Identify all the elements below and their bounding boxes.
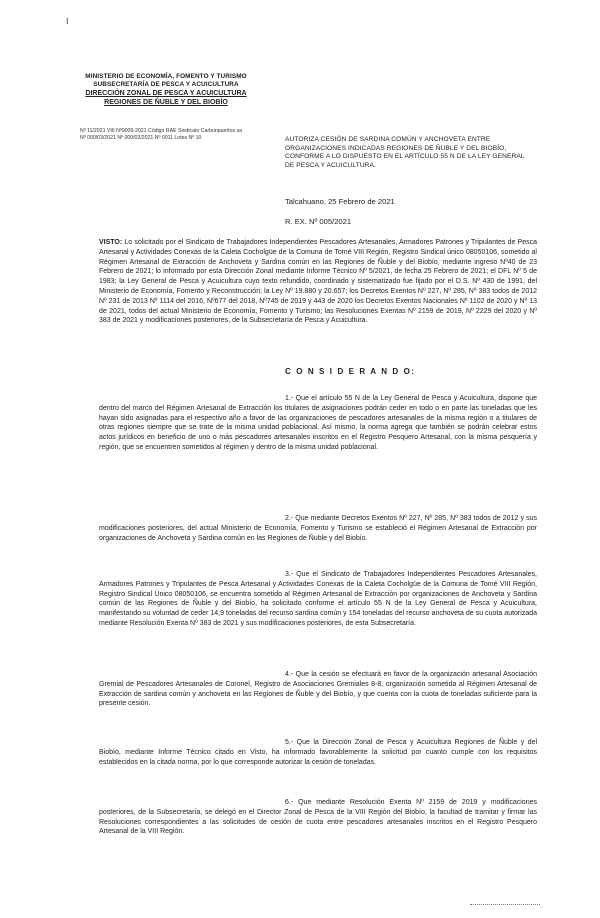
resolution-number: R. EX. Nº 005/2021 (285, 217, 352, 226)
considerando-point-1: 1.- Que el artículo 55 N de la Ley General de Pesca y Acuicultura, dispone que dentro del marco del Régimen Artesanal de Extracción los titulares de asignaciones podrán ceder en todo o en parte las toneladas que les hayan sido asignadas para el respectivo año a favor de las organizaciones de pescadores artesanales de la misma región o a titulares de otras regiones siempre que se trate de la misma unidad poblacional. Así mismo, la norma agrega que también se podrán celebrar estos actos jurídicos en beneficio de uno o más pescadores artesanales inscritos en el Registro Pesquero Artesanal, con la misma pesquería y región, que se encuentren sometidos al régimen y dentro de la misma unidad poblacional. (99, 395, 537, 451)
considerando-point-6: 6.- Que mediante Resolución Exenta Nº 2159 de 2019 y modificaciones posteriores, de la Subsecretaría, se delegó en el Director Zonal de Pesca de la VIII Región del Biobío, la facultad de tramitar y firmar las Resoluciones correspondientes a las solicitudes de cesión de cuota entre pescadores artesanales inscritos en el Registro Pesquero Artesanal de la VIII Región. (99, 799, 537, 836)
reference-lines (80, 128, 300, 141)
subsecretariat-line: SUBSECRETARÍA DE PESCA Y ACUICULTURA (93, 81, 239, 88)
directorate-line: DIRECCIÓN ZONAL DE PESCA Y ACUICULTURA (85, 90, 247, 97)
page-mark: I (66, 16, 69, 26)
reference-line-2: Nº 000/03/2021 Nº 000/03/2021 Nº 0011 Lotes Nº 10 (80, 134, 202, 141)
visto-paragraph (99, 238, 537, 326)
considerando-point-4: 4.- Que la cesión se efectuará en favor de la organización artesanal Asociación Gremial de Pescadores Artesanales de Coronel, Registro de Asociaciones Gremiales 8-8, organización sometida al Régimen Artesanal de Extracción de sardina común y anchoveta en las Regiones de Ñuble y del Biobío, y que cuenta con la cuota de toneladas suficiente para la presente cesión. (99, 671, 537, 708)
considerando-point-2: 2.- Que mediante Decretos Exentos Nº 227, Nº 285, Nº 383 todos de 2012 y sus modificaciones posteriores, del actual Ministerio de Economía, Fomento y Turismo se estableció el Régimen Artesanal de Extracción por organizaciones de Anchoveta y Sardina común en las Regiones de Ñuble y del Biobío. (99, 515, 537, 542)
visto-text: Lo solicitado por el Sindicato de Trabajadores Independientes Pescadores Artesanales, Armadores Patrones y Tripulantes de Pesca Artesanal y Actividades Conexas de la Caleta Cocholgüe de la Comuna de Tomé VIII Región, Registro Sindical único 08050106, sometido al Régimen Artesanal de Extracción de Anchoveta y Sardina común en las Regiones de Ñuble y del Biobío, mediante ingreso Nº40 de 23 Febrero de 2021; lo informado por esta Dirección Zonal mediante Informe Técnico Nº 5/2021, de fecha 25 Febrero de 2021; el DFL Nº 5 de 1983; la Ley General de Pesca y Acuicultura cuyo texto refundido, coordinado y sistematizado fue fijado por el D.S. Nº 430 de 1991, del Ministerio de Economía, Fomento y Reconstrucción; la Ley Nº 19.880 y 20.657; los Decretos Exentos Nº 227, Nº 285, Nº 383 todos de 2012 Nº 231 de 2013 Nº 1114 del 2016, Nº677 del 2018, Nº745 de 2019 y 443 de 2020 los Decretos Exentos Nacionales Nº 1102 de 2020 y Nº 13 de 2021, todos del actual Ministerio de Economía, Fomento y Turismo; las Resoluciones Exentas Nº 2159 de 2019, Nº 2229 del 2020 y Nº 383 de 2021 y modificaciones posteriores, de la Subsecretaría de Pesca y Acuicultura. (99, 239, 537, 325)
reference-line-1: Nº 11/2021 VIII Nº0009-2021 Código RAE Sindicato Carbunpuertos sa (80, 128, 243, 134)
visto-lead: VISTO: (99, 239, 123, 246)
considerando-point-5: 5.- Que la Dirección Zonal de Pesca y Acuicultura Regiones de Ñuble y del Biobío, mediante Informe Técnico citado en Visto, ha informado favorablemente la solicitud por cuanto cumple con los requisitos establecidos en la citada norma, por lo que corresponde autorizar la cesión de toneladas. (99, 739, 537, 766)
ministry-line: MINISTERIO DE ECONOMÍA, FOMENTO Y TURISMO (85, 73, 247, 80)
letterhead (76, 73, 256, 107)
considerando-point-3: 3.- Que el Sindicato de Trabajadores Independientes Pescadores Artesanales, Armadores Patrones y Tripulantes de Pesca Artesanal y Actividades Conexas de la Caleta Cocholgüe de la Comuna de Tomé VIII Región, Registro Sindical Único 08050106, se encuentra sometido al Régimen Artesanal de Extracción por organizaciones de Anchoveta y Sardina común de las Regiones de Ñuble y del Biobío, ha solicitado conforme el artículo 55 N de la Ley General de Pesca y Acuicultura, manifestando su voluntad de ceder 14,9 toneladas del recurso sardina común y 154 toneladas del recurso anchoveta de su cuota autorizada mediante Resolución Exenta Nº 383 de 2021 y sus modificaciones posteriores, de esta Subsecretaría. (99, 571, 537, 627)
considerando-heading: C O N S I D E R A N D O: (285, 367, 416, 376)
footer-dotted-line (470, 904, 540, 905)
resolution-subject: AUTORIZA CESIÓN DE SARDINA COMÚN Y ANCHOVETA ENTRE ORGANIZACIONES INDICADAS REGIONES DE ÑUBLE Y DEL BIOBÍO, CONFORME A LO DISPUESTO EN EL ARTÍCULO 55 N DE LA LEY GENERAL DE PESCA Y ACUICULTURA. (285, 136, 525, 169)
date-line: Talcahuano, 25 Febrero de 2021 (285, 197, 395, 206)
regions-line: REGIONES DE ÑUBLE Y DEL BIOBÍO (104, 99, 228, 106)
